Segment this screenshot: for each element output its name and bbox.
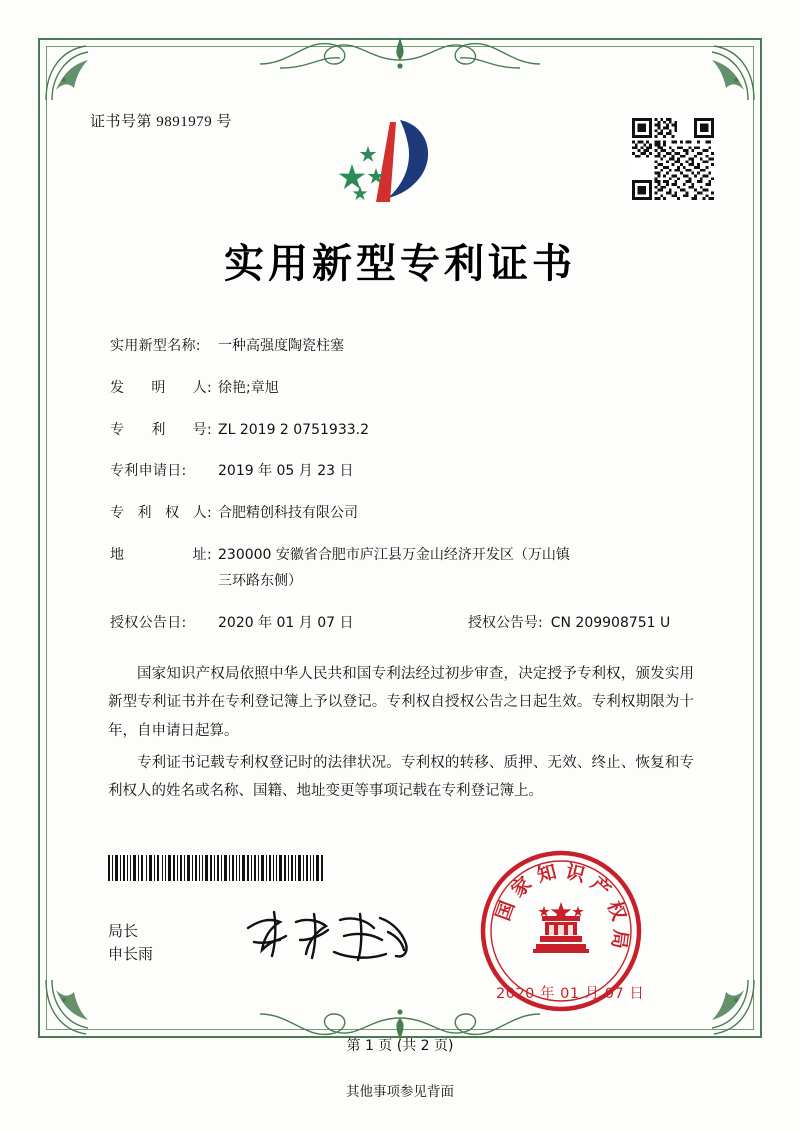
grant-number-value: CN 209908751 U [550,614,671,631]
footer-note: 其他事项参见背面 [346,1084,454,1100]
field-value: 2020 年 01 月 07 日 [218,614,354,631]
grant-number-label: 授权公告号: [468,614,543,631]
field-label [110,377,218,401]
top-flourish-ornament-icon [250,30,550,76]
field-row-inventor [110,377,710,401]
label-char: 利 [137,505,152,522]
field-value: 徐艳;章旭 [218,379,279,396]
field-row-patentee [110,502,710,526]
field-value: 合肥精创科技有限公司 [218,505,358,522]
page-number: 第 1 页 (共 2 页) [346,1038,454,1054]
field-row-address [110,544,710,594]
field-value: 2019 年 05 月 23 日 [218,463,354,480]
svg-text:局: 局 [607,928,632,951]
qr-code-icon [632,118,714,200]
director-block [108,920,153,967]
body-paragraphs [108,660,694,809]
corner-ornament-bottom-left-icon [42,976,104,1038]
svg-text:权: 权 [602,898,631,924]
field-label [110,544,218,568]
field-label [110,419,218,443]
label-char: 发 [110,379,125,396]
label-char: 利 [151,421,166,438]
field-value: ZL 2019 2 0751933.2 [218,421,369,438]
field-row-patent-number [110,419,710,443]
field-label: 专利申请日: [110,463,187,480]
director-title-label: 局长 [108,922,139,940]
svg-text:知: 知 [534,860,559,887]
field-value [218,544,710,594]
svg-text:产: 产 [586,872,615,902]
corner-ornament-top-right-icon [696,42,758,104]
certificate-number: 证书号第 9891979 号 [90,114,233,130]
label-char: 明 [151,379,166,396]
address-line-1: 230000 安徽省合肥市庐江县万金山经济开发区（万山镇 [218,546,570,563]
director-name: 申长雨 [108,945,154,964]
field-label: 授权公告日: [110,614,187,631]
label-char: 权 [165,505,180,522]
label-char: 专 [110,505,125,522]
field-label [110,502,218,526]
paragraph-2: 专利证书记载专利权登记时的法律状况。专利权的转移、质押、无效、终止、恢复和专利权人的姓名或名称、国籍、地址变更等事项记载在专利登记簿上。 [108,754,694,800]
label-char: 地 [110,546,125,563]
handwritten-signature-icon [240,898,420,972]
corner-ornament-top-left-icon [42,42,104,104]
barcode-icon [108,855,326,881]
svg-text:识: 识 [563,860,588,887]
label-char: 人: [192,505,212,522]
paragraph-1: 国家知识产权局依照中华人民共和国专利法经过初步审查，决定授予专利权，颁发实用新型专利证书并在专利登记簿上予以登记。专利权自授权公告之日起生效。专利权期限为十年，自申请日起算。 [108,666,694,739]
svg-text:国: 国 [491,898,520,924]
field-row-invention-name [110,335,710,359]
label-char: 址: [192,546,212,563]
label-char: 号: [192,421,212,438]
field-label: 实用新型名称: [110,338,201,354]
cnipa-logo-icon [330,112,450,212]
seal-date: 2020 年 01 月 07 日 [496,986,645,1002]
corner-ornament-bottom-right-icon [696,976,758,1038]
label-char: 人: [192,379,212,396]
field-value: 一种高强度陶瓷柱塞 [218,338,344,354]
label-char: 专 [110,421,125,438]
field-list [110,335,710,653]
svg-text:家: 家 [507,872,536,902]
document-title: 实用新型专利证书 [224,241,576,287]
field-row-application-date [110,460,710,484]
field-row-grant-announcement [110,612,710,636]
address-line-2: 三环路东侧） [218,572,302,589]
